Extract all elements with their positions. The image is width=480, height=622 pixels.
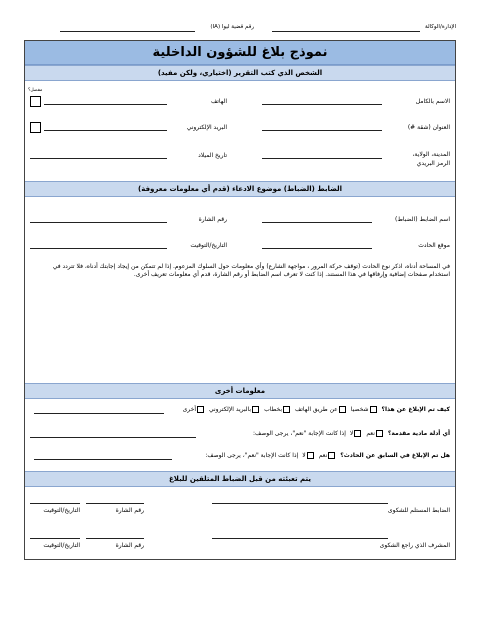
incident-location-line[interactable] (262, 248, 372, 249)
evidence-describe-label: إذا كانت الإجابة "نعم"، يرجى الوصف: (252, 430, 346, 437)
reported-before-label: هل تم الإبلاغ في السابق عن الحادث؟ (340, 452, 450, 459)
receiving-officer-line[interactable] (212, 503, 388, 504)
officer-name-label: اسم الضابط (الضباط) (395, 216, 450, 223)
form-title: نموذج بلاغ للشؤون الداخلية (25, 41, 455, 65)
option-phone[interactable]: عن طريق الهاتف (295, 406, 347, 413)
reported-description-line[interactable] (34, 459, 172, 460)
supervisor-badge-line[interactable] (86, 538, 144, 539)
receiving-datetime-label: التاريخ/التوقيت (43, 507, 80, 514)
checkbox-icon[interactable] (197, 406, 204, 413)
checkbox-icon[interactable] (307, 452, 314, 459)
evidence-yes[interactable]: نعم (366, 430, 384, 437)
city-label: المدينة، الولاية، (412, 151, 450, 158)
incident-instructions: في المساحة أدناه، اذكر نوع الحادث (توقف حركة المرور ، مواجهة الشارع) وأي معلومات حول السلوك المزعوم. إذا لم تتمكن من إيجاد إجابتك أدناه، فلا تتردد في استخدام صفحات إضافية وإرفاقها في هذا المستند. إذا كنت لا تعرف اسم الضابط أو رقم الشارة، قدم أي معلومات تعريف أخرى. (52, 263, 450, 278)
option-in-person[interactable]: شخصيا (351, 406, 378, 413)
incident-datetime-label: التاريخ/التوقيت (190, 242, 227, 249)
checkbox-icon[interactable] (376, 430, 383, 437)
case-number-label: رقم قضية ليوا (IA) (210, 24, 254, 30)
dob-label: تاريخ الميلاد (198, 152, 227, 159)
incident-description-area[interactable] (26, 290, 454, 380)
phone-label: الهاتف (211, 98, 227, 105)
option-email[interactable]: بالبريد الإلكتروني (209, 406, 260, 413)
checkbox-icon[interactable] (339, 406, 346, 413)
officer-name-line[interactable] (262, 222, 372, 223)
checkbox-icon[interactable] (370, 406, 377, 413)
city-line[interactable] (262, 158, 382, 159)
incident-location-label: موقع الحادث (418, 242, 450, 249)
receiving-datetime-line[interactable] (30, 503, 80, 504)
incident-datetime-line[interactable] (30, 248, 167, 249)
address-label: العنوان (شقة #) (407, 124, 450, 131)
receiving-badge-line[interactable] (86, 503, 144, 504)
evidence-label: أي أدلة مادية مقدمة؟ (387, 430, 450, 437)
department-label: الإدارة/الوكالة (425, 24, 456, 30)
officer-header: الضابط (الضباط) موضوع الادعاء (قدم أي معلومات معروفة) (25, 181, 455, 197)
option-letter[interactable]: بخطاب (264, 406, 291, 413)
evidence-description-line[interactable] (30, 437, 196, 438)
checkbox-icon[interactable] (283, 406, 290, 413)
how-reported-row (183, 406, 450, 413)
option-other[interactable]: أخرى (183, 406, 205, 413)
checkbox-icon[interactable] (354, 430, 361, 437)
receiving-officer-label: الضابط المستلم للشكوى (387, 507, 450, 514)
email-line[interactable] (44, 130, 167, 131)
evidence-no[interactable]: لا (350, 430, 362, 437)
department-line[interactable] (272, 31, 420, 32)
checkbox-icon[interactable] (328, 452, 335, 459)
other-method-line[interactable] (34, 413, 164, 414)
address-line[interactable] (262, 130, 382, 131)
supervisor-label: المشرف الذي راجع الشكوى (379, 542, 450, 549)
supervisor-datetime-line[interactable] (30, 538, 80, 539)
complainant-header: الشخص الذي كتب التقرير (اختياري، ولكن مفيد) (25, 65, 455, 81)
preferred-phone-checkbox[interactable] (30, 96, 41, 107)
reported-before-row (205, 452, 450, 459)
reported-yes[interactable]: نعم (319, 452, 337, 459)
receiving-badge-label: رقم الشارة (115, 507, 144, 514)
supervisor-badge-label: رقم الشارة (115, 542, 144, 549)
reported-no[interactable]: لا (302, 452, 314, 459)
case-number-line[interactable] (60, 31, 195, 32)
badge-line[interactable] (30, 222, 167, 223)
phone-line[interactable] (44, 104, 167, 105)
zip-label: الرمز البريدي (416, 160, 450, 167)
full-name-line[interactable] (262, 104, 382, 105)
supervisor-datetime-label: التاريخ/التوقيت (43, 542, 80, 549)
how-reported-label: كيف تم الإبلاغ عن هذا؟ (381, 406, 450, 413)
other-info-header: معلومات أخرى (25, 383, 455, 399)
preferred-email-checkbox[interactable] (30, 122, 41, 133)
email-label: البريد الإلكتروني (186, 124, 227, 131)
dob-line[interactable] (30, 158, 167, 159)
preferred-label: مفضل؟ (28, 88, 43, 93)
reported-describe-label: إذا كانت الإجابة "نعم"، يرجى الوصف: (205, 452, 299, 459)
evidence-row (253, 430, 450, 437)
supervisor-line[interactable] (212, 538, 388, 539)
full-name-label: الاسم بالكامل (415, 98, 450, 105)
officials-header: يتم تعبئته من قبل الضباط المتلقين للبلاغ (25, 471, 455, 487)
badge-label: رقم الشارة (198, 216, 227, 223)
checkbox-icon[interactable] (252, 406, 259, 413)
